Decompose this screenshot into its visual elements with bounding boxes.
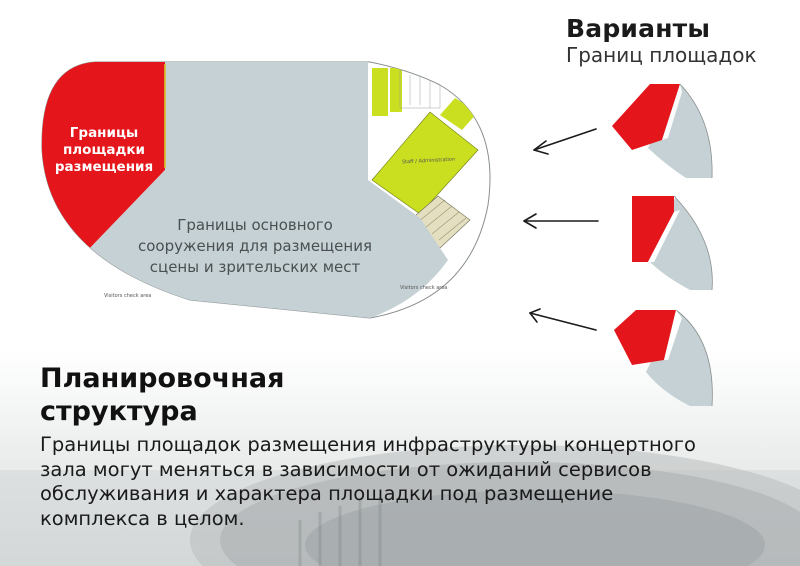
arrow-left-icon-1 (534, 129, 596, 154)
description-line1: Границы площадок размещения инфраструктуры концертного (40, 433, 696, 456)
lime-block-1 (372, 68, 388, 116)
description-line3: обслуживания и характера площадки под размещение (40, 482, 614, 505)
grey-zone-label (110, 215, 400, 278)
visitors-check-label-left: Visitors check area (104, 293, 152, 299)
variant-1-diagram (612, 84, 712, 178)
variant-2-diagram (632, 196, 712, 290)
description-line2: зала могут меняться в зависимости от ожиданий сервисов (40, 457, 652, 481)
arrow-left-icon-2 (524, 214, 598, 228)
arrow-left-icon-3 (530, 309, 596, 330)
red-zone-label (44, 125, 164, 176)
red-zone-label-line: площадки (62, 142, 146, 158)
grey-zone-label-line: сооружения для размещения (137, 237, 372, 255)
admin-label: Staff / Administration (401, 156, 456, 166)
description-text (40, 433, 780, 531)
red-zone-label-line: размещения (54, 159, 154, 175)
visitors-check-label-right: Visitors check area (400, 285, 448, 291)
variant-3-diagram (614, 310, 712, 406)
structure-title (40, 362, 380, 428)
description-line4: комплекса в целом. (40, 506, 245, 530)
variants-subtitle: Границ площадок (566, 43, 757, 67)
grey-zone-label-line: Границы основного (177, 216, 333, 234)
structure-title-line1: Планировочная (40, 363, 285, 394)
grey-zone-label-line: сцены и зрительских мест (149, 258, 361, 276)
variants-title: Варианты (566, 14, 711, 43)
structure-title-line2: структура (40, 396, 198, 427)
red-zone-label-line: Границы (69, 125, 139, 141)
